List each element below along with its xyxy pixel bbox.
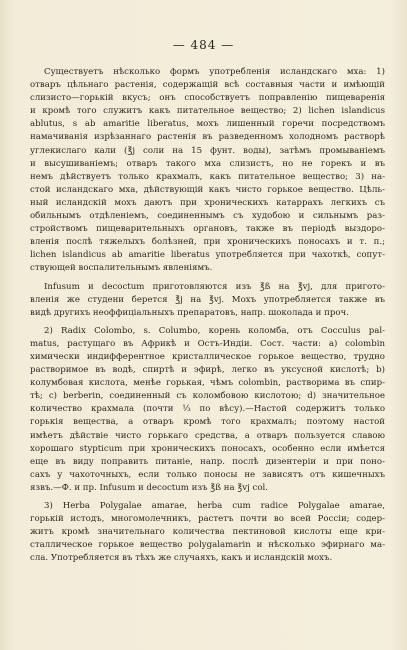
text-line: обильнымъ отдѣленіемъ, соединеннымъ съ худобою и сильнымъ раз- — [30, 211, 385, 222]
text-line: еще въ виду поправить питаніе, напр. послѣ дизентеріи и при поно- — [30, 456, 385, 467]
text-line: Существуетъ нѣсколько формъ употребленія исландскаго мха: 1) — [44, 67, 385, 77]
text-line: 2) Radix Colombo, s. Columbo, корень коломба, отъ Cocculus pal- — [44, 325, 385, 336]
text-line: углекислаго кали (℥j соли на 15 фунт. воды), затѣмъ промываніемъ — [30, 145, 385, 156]
text-line: сталлическое горькое вещество polygalamarin и нѣсколько эфирнаго ма- — [30, 540, 385, 551]
text-line: Infusum и decoctum приготовляются изъ ℥ß на ℥vj, для пригото- — [44, 281, 385, 292]
paragraph — [30, 325, 385, 495]
text-line: и высушиваніемъ; отваръ такого мха слизистъ, но не горекъ и въ — [30, 158, 385, 169]
text-line: хорошаго stypticum при хроническихъ поносахъ, особенно если имѣется — [30, 443, 385, 454]
text-line: matus, растущаго въ Африкѣ и Остъ-Индіи. Сост. части: a) colombin — [30, 338, 385, 349]
text-line: немъ дѣйствуетъ только крахмалъ, какъ питательное вещество; 3) на- — [30, 171, 385, 182]
text-line: и кромѣ того служитъ какъ питательное вещество; 2) lichen islandicus — [30, 106, 385, 117]
text-line: растворимое въ водѣ, спиртѣ и эфирѣ, легко въ уксусной кислотѣ; b) — [30, 365, 385, 376]
text-line: 3) Herba Polygalae amarae, herba cum radice Polygalae amarae, — [44, 501, 385, 511]
text-line: стройствомъ пищеварительныхъ органовъ, также въ періодѣ выздоро- — [30, 224, 385, 235]
text-line: горькія вещества, а отваръ кромѣ того крахмалъ; поэтому настой — [30, 417, 385, 428]
text-line: намачиванія изрѣзаннаго растенія въ разведенномъ холодномъ растворѣ — [30, 132, 385, 143]
text-line: сахъ у чахоточныхъ, если только поносы не зависятъ отъ кишечныхъ — [30, 469, 385, 480]
text-line: горькій истодъ, многомолечникъ, растетъ почти во всей Россіи; содер- — [30, 514, 385, 525]
text-body — [30, 66, 385, 565]
text-line: ный исландскій мохъ даютъ при хроническихъ катаррахъ легкихъ съ — [30, 197, 385, 208]
paragraph — [30, 500, 385, 565]
text-line: слизисто—горькій вкусъ; онъ способствуетъ поправленію пищеваренія — [30, 93, 385, 104]
text-line: отваръ цѣльнаго растенія, содержащій всѣ составныя части и имѣющій — [30, 80, 385, 91]
page-number: — 484 — — [172, 38, 235, 52]
text-line: lichen islandicus ab amaritie liberatus употребляется при чахоткѣ, сопут- — [30, 250, 385, 261]
paragraph — [30, 281, 385, 320]
text-line: химически индифферентное кристаллическое горькое вещество, трудно — [30, 351, 385, 362]
text-line: колумбовая кислота, менѣе горькая, чѣмъ colombin, растворима въ спир- — [30, 378, 385, 389]
text-line: ablutus, s ab amaritie liberatus, мохъ лишенный горечи посредствомъ — [30, 119, 385, 130]
text-line: стой исландскаго мха, дѣйствующій какъ чисто горькое вещество. Цѣль- — [30, 184, 385, 195]
text-line: тѣ; c) berberin, соединенный съ коломбовою кислотою; d) значительное — [30, 391, 385, 402]
text-line: ствующей воспалительнымъ явленіямъ. — [30, 263, 213, 274]
text-line: вленія же студени берется ℥j на ℥vj. Мохъ употребляется также въ — [30, 294, 385, 305]
paragraph — [30, 66, 385, 276]
text-line: язвъ.—Ф. и пр. Infusum и decoctum изъ ℥ß на ℥vj col. — [30, 482, 268, 493]
text-line: количество крахмала (почти ⅓ по вѣсу).—Настой содержитъ только — [30, 404, 385, 415]
text-line: сла. Употребляется въ тѣхъ же случаяхъ, какъ и исландскій мохъ. — [30, 553, 333, 564]
text-line: вленія послѣ тяжелыхъ болѣзней, при хроническихъ поносахъ и т. п.; — [30, 237, 385, 248]
text-line: житъ кромѣ значительнаго количества пектиновой кислоты еще кри- — [30, 527, 385, 538]
text-line: имѣетъ дѣйствіе чисто горькаго средства, а отваръ пользуется славою — [30, 430, 385, 441]
text-line: видѣ другихъ неоффиціальныхъ препаратовъ, напр. шоколада и проч. — [30, 307, 349, 318]
